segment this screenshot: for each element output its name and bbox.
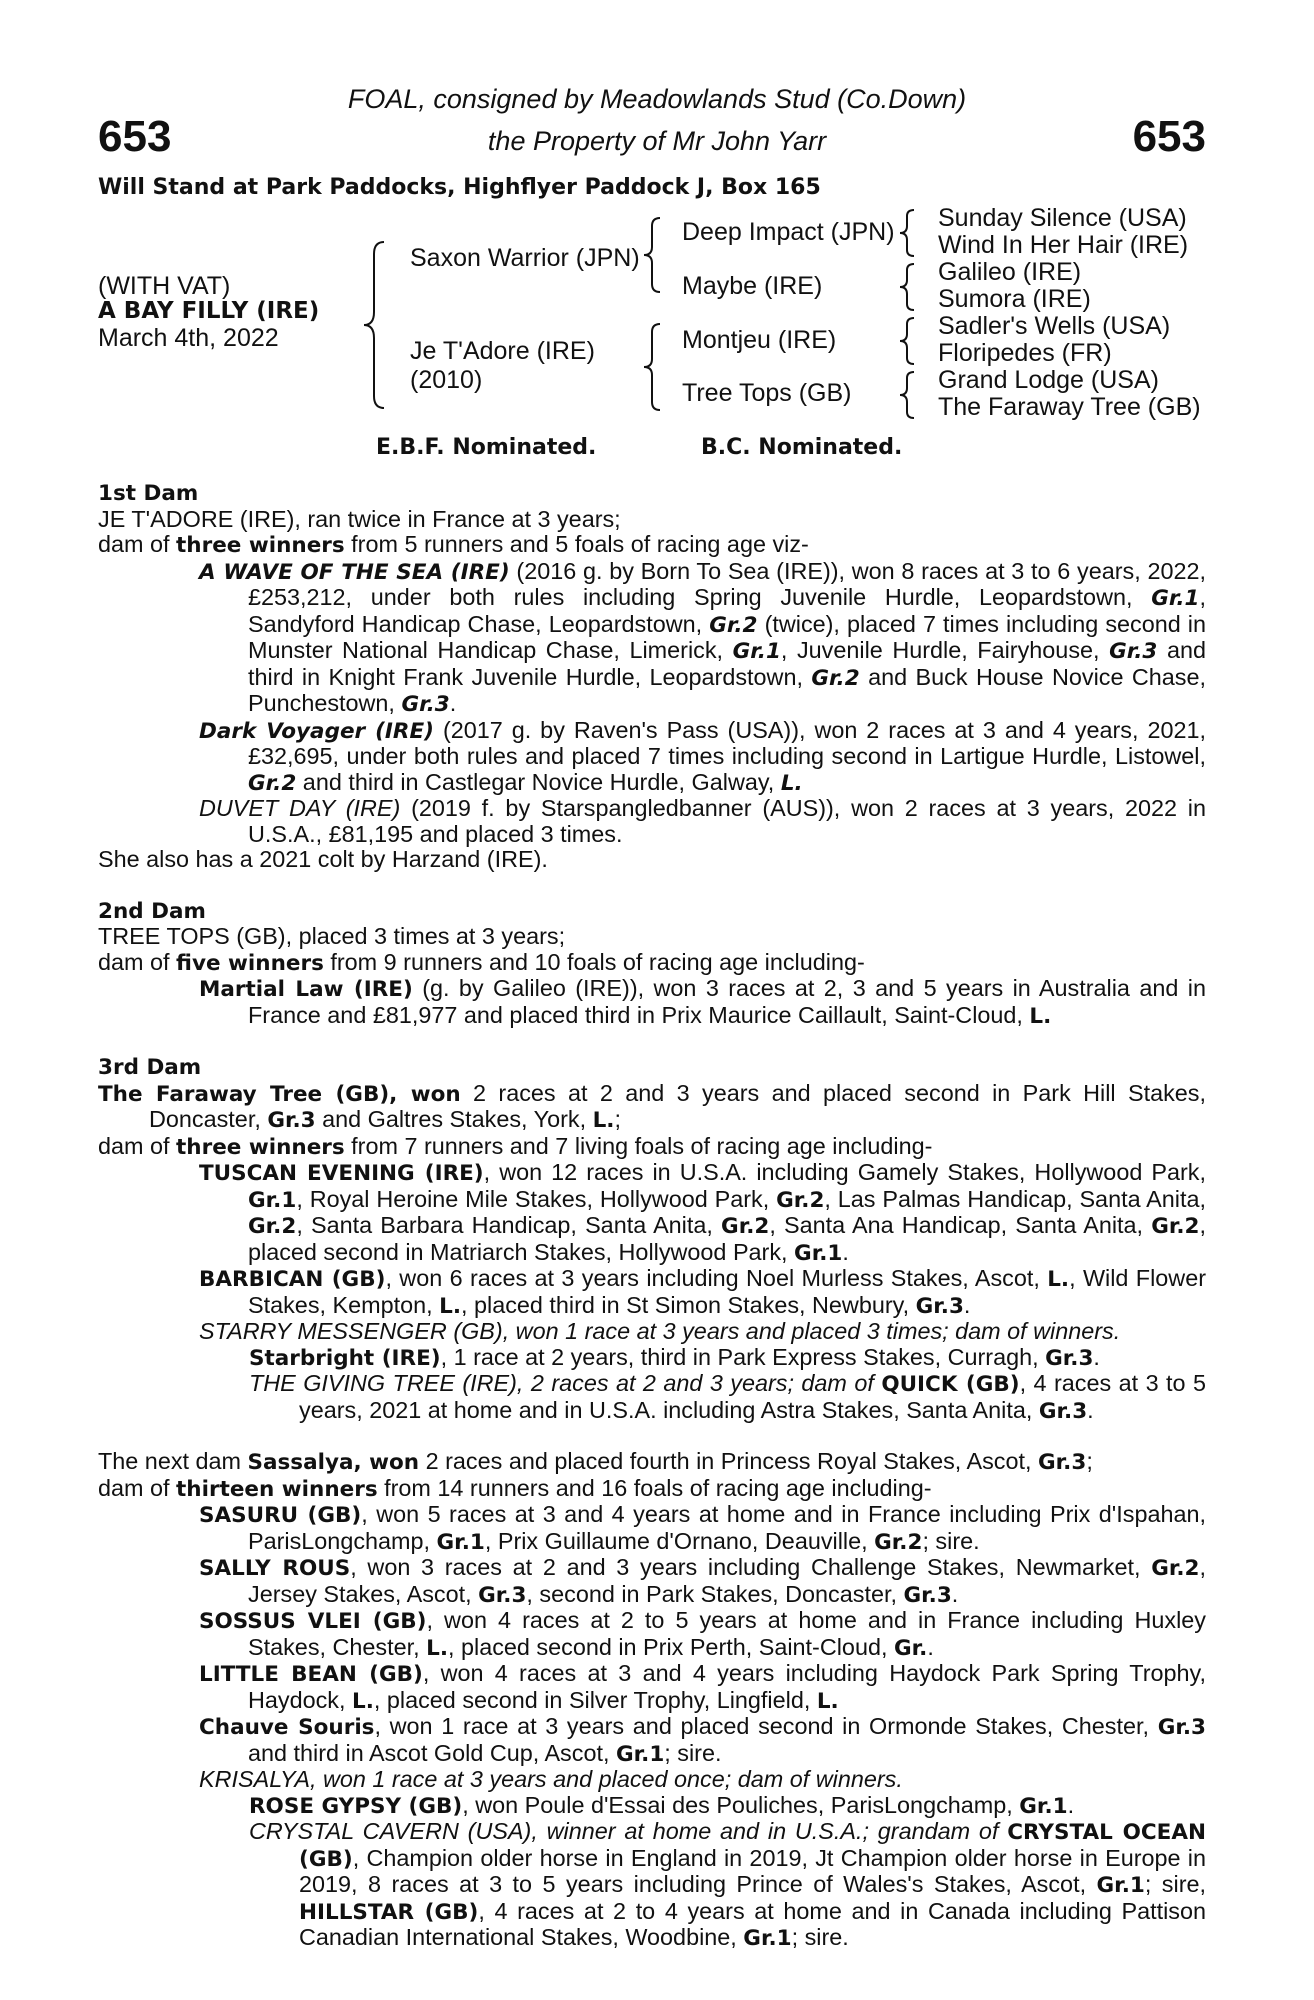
property-line: the Property of Mr John Yarr — [487, 126, 827, 156]
third-dam-produce-summary: dam of three winners from 7 runners and 7 living foals of racing age including- — [98, 1132, 933, 1160]
pedigree-brace-g2 — [896, 262, 920, 312]
pedigree-sire: Saxon Warrior (JPN) — [410, 244, 640, 272]
third-dam-record: The Faraway Tree (GB), won 2 races at 2 and 3 years and placed second in Park Hill Stakes, Doncaster, Gr.3 and Galtres Stakes, York, L.; — [98, 1079, 1206, 1133]
vat-note: (WITH VAT) — [98, 272, 231, 300]
pedigree-brace-g1 — [896, 208, 920, 258]
pedigree-dam-year: (2010) — [410, 366, 483, 394]
horse-name: SASURU (GB) — [199, 1503, 362, 1528]
stand-location: Will Stand at Park Paddocks, Highflyer Paddock J, Box 165 — [98, 175, 821, 200]
pedigree-brace-sire — [640, 216, 666, 294]
pedigree-g7: Grand Lodge (USA) — [938, 366, 1159, 394]
next-dam-offspring-1: SASURU (GB), won 5 races at 3 and 4 years at home and in France including Prix d'Ispahan, ParisLongchamp, Gr.1, Prix Guillaume d'Ornano, Deauville, Gr.2; sire. — [199, 1501, 1206, 1555]
consignor-line: FOAL, consigned by Meadowlands Stud (Co.Down) — [347, 84, 967, 114]
first-dam-offspring-2: Dark Voyager (IRE) (2017 g. by Raven's Pass (USA)), won 2 races at 3 and 4 years, 2021, £32,695, under both rules and placed 7 times including second in Lartigue Hurdle, Listowel, Gr.2 and third in Castlegar Novice Hurdle, Galway, L. — [199, 716, 1206, 796]
pedigree-g8: The Faraway Tree (GB) — [938, 393, 1201, 421]
next-dam-section — [98, 1449, 1206, 1952]
foaling-date: March 4th, 2022 — [98, 324, 279, 352]
third-dam-offspring-3: STARRY MESSENGER (GB), won 1 race at 3 years and placed 3 times; dam of winners. — [199, 1318, 1121, 1344]
horse-name: ROSE GYPSY (GB) — [249, 1793, 463, 1819]
horse-name: SOSSUS VLEI (GB) — [199, 1609, 427, 1634]
horse-name: HILLSTAR (GB) — [299, 1899, 479, 1925]
horse-name: Dark Voyager (IRE) — [199, 718, 434, 744]
first-dam-heading: 1st Dam — [98, 481, 199, 506]
second-dam-heading: 2nd Dam — [98, 898, 206, 924]
second-dam-section — [98, 898, 1206, 1030]
third-dam-offspring-2: BARBICAN (GB), won 6 races at 3 years including Noel Murless Stakes, Ascot, L., Wild Flower Stakes, Kempton, L., placed third in St Simon Stakes, Newbury, Gr.3. — [199, 1265, 1206, 1319]
pedigree-brace-g3 — [896, 316, 920, 366]
third-dam-offspring-1: TUSCAN EVENING (IRE), won 12 races in U.S.A. including Gamely Stakes, Hollywood Park, Gr.1, Royal Heroine Mile Stakes, Hollywood Park, Gr.2, Las Palmas Handicap, Santa Anita, Gr.2, Santa Barbara Handicap, Santa Anita, Gr.2, Santa Ana Handicap, Santa Anita, Gr.2, placed second in Matriarch Stakes, Hollywood Park, Gr.1. — [199, 1159, 1207, 1266]
pedigree-brace-g4 — [896, 370, 920, 420]
third-dam-heading: 3rd Dam — [98, 1055, 202, 1080]
pedigree-g6: Floripedes (FR) — [938, 339, 1112, 367]
next-dam-produce-summary: dam of thirteen winners from 14 runners and 16 foals of racing age including- — [98, 1474, 932, 1502]
horse-name: LITTLE BEAN (GB) — [199, 1662, 423, 1687]
horse-name: Martial Law (IRE) — [199, 977, 413, 1002]
pedigree-g2: Wind In Her Hair (IRE) — [938, 231, 1189, 259]
next-dam-offspring-2: SALLY ROUS, won 3 races at 2 and 3 years including Challenge Stakes, Newmarket, Gr.2, Jersey Stakes, Ascot, Gr.3, second in Park Stakes, Doncaster, Gr.3. — [199, 1554, 1206, 1608]
next-dam-offspring-3: SOSSUS VLEI (GB), won 4 races at 2 to 5 years at home and in France including Huxley Stakes, Chester, L., placed second in Prix Perth, Saint-Cloud, Gr.. — [199, 1607, 1206, 1661]
horse-name: TUSCAN EVENING (IRE) — [199, 1161, 484, 1186]
lot-name: A BAY FILLY (IRE) — [98, 298, 320, 324]
pedigree-g1: Sunday Silence (USA) — [938, 204, 1187, 232]
horse-name: CRYSTAL OCEAN (GB) — [299, 1820, 1206, 1872]
pedigree-dam: Je T'Adore (IRE) — [410, 337, 595, 365]
horse-name: SALLY ROUS — [199, 1556, 351, 1581]
horse-name: QUICK (GB) — [881, 1372, 1020, 1397]
third-dam-grand-offspring-2: THE GIVING TREE (IRE), 2 races at 2 and 3 years; dam of QUICK (GB), 4 races at 3 to 5 years, 2021 at home and in U.S.A. including Astra Stakes, Santa Anita, Gr.3. — [249, 1370, 1206, 1424]
pedigree-g5: Sadler's Wells (USA) — [938, 312, 1171, 340]
horse-name: DUVET DAY (IRE) — [199, 795, 401, 821]
first-dam-produce-summary: dam of three winners from 5 runners and 5 foals of racing age viz- — [98, 531, 809, 558]
pedigree-g3: Galileo (IRE) — [938, 258, 1082, 286]
lot-number-left: 653 — [98, 112, 172, 161]
pedigree-dam-sire: Montjeu (IRE) — [682, 326, 837, 354]
horse-name: Chauve Souris — [199, 1715, 375, 1740]
next-dam-grand-offspring-1: ROSE GYPSY (GB), won Poule d'Essai des Pouliches, ParisLongchamp, Gr.1. — [249, 1791, 1075, 1819]
pedigree-brace-main — [360, 240, 390, 410]
pedigree-brace-dam — [640, 322, 666, 412]
next-dam-record: The next dam Sassalya, won 2 races and placed fourth in Princess Royal Stakes, Ascot, Gr.3; — [98, 1448, 1093, 1475]
first-dam-also: She also has a 2021 colt by Harzand (IRE). — [98, 846, 548, 872]
second-dam-produce-summary: dam of five winners from 9 runners and 10 foals of racing age including- — [98, 948, 865, 976]
catalogue-body — [98, 480, 1206, 1952]
lot-number-right: 653 — [1132, 112, 1206, 161]
horse-name: A WAVE OF THE SEA (IRE) — [199, 559, 510, 585]
bc-nomination: B.C. Nominated. — [701, 435, 903, 460]
next-dam-offspring-4: LITTLE BEAN (GB), won 4 races at 3 and 4 years including Haydock Park Spring Trophy, Haydock, L., placed second in Silver Trophy, Lingfield, L. — [199, 1660, 1206, 1714]
first-dam-offspring-1: A WAVE OF THE SEA (IRE) (2016 g. by Born To Sea (IRE)), won 8 races at 3 to 6 years, 2022, £253,212, under both rules including Spring Juvenile Hurdle, Leopardstown, Gr.1, Sandyford Handicap Chase, Leopardstown, Gr.2 (twice), placed 7 times including second in Munster National Handicap Chase, Limerick, Gr.1, Juvenile Hurdle, Fairyhouse, Gr.3 and third in Knight Frank Juvenile Hurdle, Leopardstown, Gr.2 and Buck House Novice Chase, Punchestown, Gr.3. — [199, 557, 1206, 717]
pedigree-dam-dam: Tree Tops (GB) — [682, 379, 852, 407]
second-dam-offspring-1: Martial Law (IRE) (g. by Galileo (IRE)), won 3 races at 2, 3 and 5 years in Australia and in France and £81,977 and placed third in Prix Maurice Caillault, Saint-Cloud, L. — [199, 975, 1206, 1029]
horse-name: BARBICAN (GB) — [199, 1267, 386, 1292]
first-dam-record: JE T'ADORE (IRE), ran twice in France at 3 years; — [98, 505, 621, 532]
next-dam-offspring-6: KRISALYA, won 1 race at 3 years and placed once; dam of winners. — [199, 1766, 903, 1792]
horse-name: Sassalya — [247, 1450, 354, 1475]
second-dam-record: TREE TOPS (GB), placed 3 times at 3 years; — [98, 923, 566, 949]
next-dam-offspring-5: Chauve Souris, won 1 race at 3 years and placed second in Ormonde Stakes, Chester, Gr.3 and third in Ascot Gold Cup, Ascot, Gr.1; sire. — [199, 1713, 1206, 1767]
pedigree-sire-sire: Deep Impact (JPN) — [682, 218, 895, 246]
third-dam-section — [98, 1054, 1206, 1424]
first-dam-section — [98, 480, 1206, 873]
pedigree-sire-dam: Maybe (IRE) — [682, 272, 823, 300]
third-dam-grand-offspring-1: Starbright (IRE), 1 race at 2 years, third in Park Express Stakes, Curragh, Gr.3. — [249, 1343, 1100, 1371]
pedigree-g4: Sumora (IRE) — [938, 285, 1091, 313]
horse-name: The Faraway Tree (GB) — [98, 1081, 390, 1107]
next-dam-grand-offspring-2: CRYSTAL CAVERN (USA), winner at home and in U.S.A.; grandam of CRYSTAL OCEAN (GB), Champion older horse in England in 2019, Jt Champion older horse in Europe in 2019, 8 races at 3 to 5 years including Prince of Wales's Stakes, Ascot, Gr.1; sire, HILLSTAR (GB), 4 races at 2 to 4 years at home and in Canada including Pattison Canadian International Stakes, Woodbine, Gr.1; sire. — [249, 1818, 1206, 1951]
horse-name: Starbright (IRE) — [249, 1345, 441, 1371]
ebf-nomination: E.B.F. Nominated. — [376, 435, 597, 460]
first-dam-offspring-3: DUVET DAY (IRE) (2019 f. by Starspangledbanner (AUS)), won 2 races at 3 years, 2022 in U.S.A., £81,195 and placed 3 times. — [199, 795, 1206, 847]
